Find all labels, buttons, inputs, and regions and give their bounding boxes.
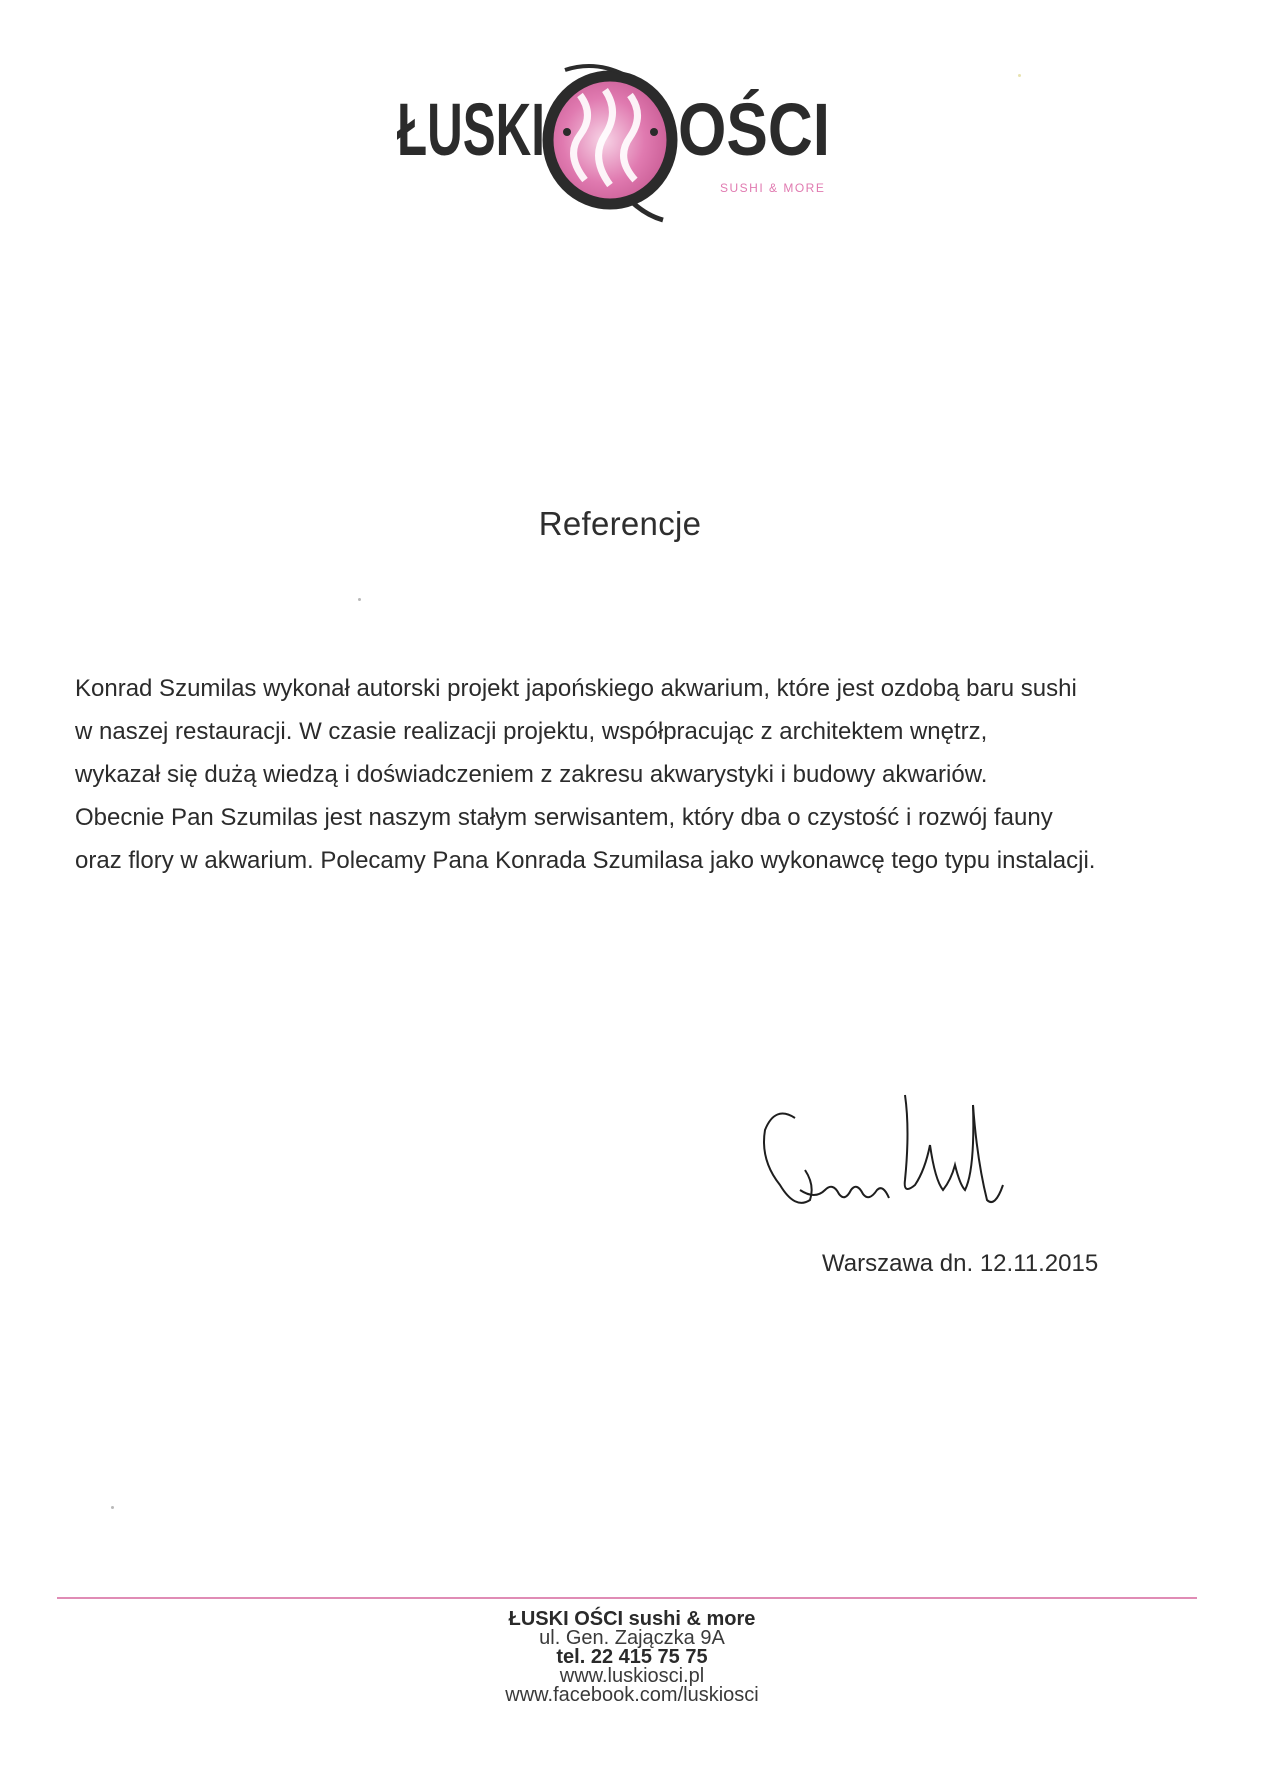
document-title: Referencje bbox=[538, 505, 702, 542]
body-line: oraz flory w akwarium. Polecamy Pana Konrada Szumilasa jako wykonawcę tego typu instalacji. bbox=[75, 847, 1096, 874]
footer-divider bbox=[57, 1597, 1197, 1599]
logo-text-right: OŚCI bbox=[678, 88, 830, 171]
footer-facebook: www.facebook.com/luskiosci bbox=[505, 1684, 759, 1706]
footer-company: ŁUSKI OŚCI sushi & more bbox=[508, 1608, 756, 1630]
place-date: Warszawa dn. 12.11.2015 bbox=[822, 1250, 1099, 1277]
body-line: Konrad Szumilas wykonał autorski projekt japońskiego akwarium, które jest ozdobą baru sushi bbox=[75, 675, 1077, 702]
logo-graphic bbox=[395, 40, 845, 230]
scan-speck bbox=[1018, 74, 1021, 77]
handwritten-signature bbox=[755, 1090, 1015, 1240]
body-paragraph bbox=[75, 667, 1205, 882]
logo-tagline: SUSHI & MORE bbox=[720, 181, 826, 195]
body-line: Obecnie Pan Szumilas jest naszym stałym serwisantem, który dba o czystość i rozwój fauny bbox=[75, 804, 1053, 831]
company-logo bbox=[395, 40, 845, 230]
scan-speck bbox=[358, 598, 361, 601]
footer-address: ul. Gen. Zajączka 9A bbox=[539, 1627, 725, 1649]
footer bbox=[0, 1610, 1264, 1705]
logo-text-left: ŁUSKI bbox=[397, 88, 545, 171]
footer-phone: tel. 22 415 75 75 bbox=[556, 1646, 708, 1668]
body-line: wykazał się dużą wiedzą i doświadczeniem z zakresu akwarystyki i budowy akwariów. bbox=[75, 761, 988, 788]
footer-website: www.luskiosci.pl bbox=[559, 1665, 705, 1687]
scan-speck bbox=[111, 1506, 114, 1509]
body-line: w naszej restauracji. W czasie realizacji projektu, współpracując z architektem wnętrz, bbox=[75, 718, 988, 745]
